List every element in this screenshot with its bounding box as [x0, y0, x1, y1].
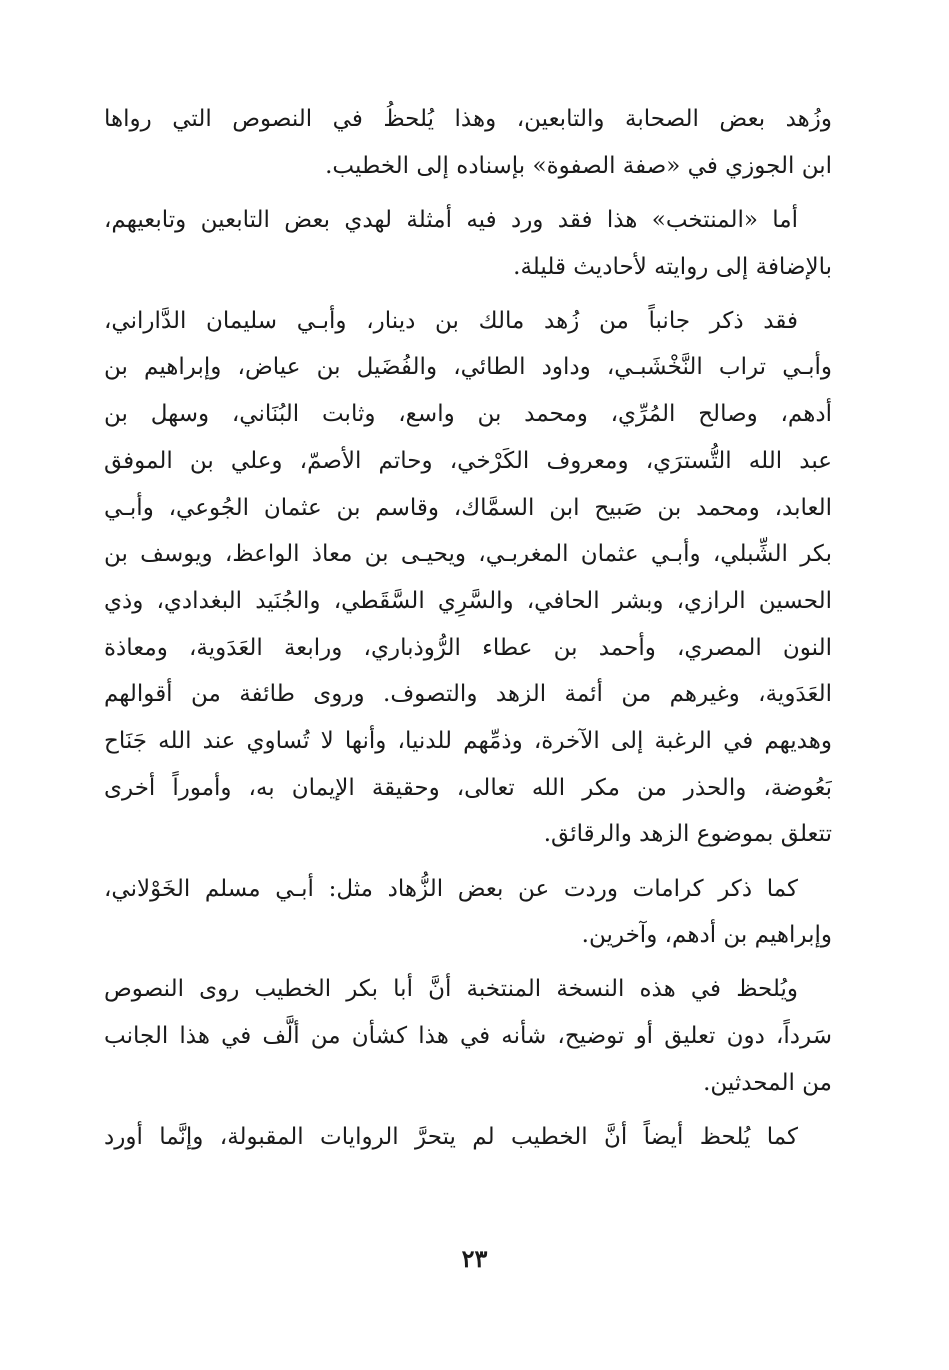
text-line: كما ذكر كرامات وردت عن بعض الزُّهاد مثل: أبـي مسلم الخَوْلاني، [104, 875, 798, 902]
text-line: سَرداً، دون تعليق أو توضيح، شأنه في هذا كشأن من ألَّف في هذا الجانب [104, 1023, 832, 1050]
text-line: العَدَوية، وغيرهم من أئمة الزهد والتصوف. وروى طائفة من أقوالهم [104, 681, 832, 708]
text-line: وهديهم في الرغبة إلى الآخرة، وذمِّهم للدنيا، وأنها لا تُساوي عند الله جَنَاح [104, 727, 832, 754]
text-line: فقد ذكر جانباً من زُهد مالك بن دينار، وأبـي سليمان الدَّاراني، [104, 307, 798, 334]
text-line: بَعُوضة، والحذر من مكر الله تعالى، وحقيقة الإيمان به، وأموراً أخرى [104, 774, 832, 801]
text-line: النون المصري، وأحمد بن عطاء الرُّوذباري، ورابعة العَدَوية، ومعاذة [104, 634, 832, 661]
paragraph [104, 96, 832, 189]
text-line: أدهم، وصالح المُرِّي، ومحمد بن واسع، وثابت البُنَاني، وسهل بن [104, 401, 832, 428]
text-line: بكر الشِّبلي، وأبـي عثمان المغربـي، ويحيـى بن معاذ الواعظ، ويوسف بن [104, 541, 832, 568]
text-line: أما «المنتخب» هذا فقد ورد فيه أمثلة لهدي بعض التابعين وتابعيهم، [104, 206, 798, 233]
text-line: كما يُلحظ أيضاً أنَّ الخطيب لم يتحرَّ الروايات المقبولة، وإنَّما أورد [104, 1123, 798, 1150]
text-line: ويُلحظ في هذه النسخة المنتخبة أنَّ أبا بكر الخطيب روى النصوص [104, 976, 798, 1003]
text-line: وأبـي تراب النَّخْشَبـي، وداود الطائي، والفُضَيل بن عياض، وإبراهيم بن [104, 354, 832, 381]
page-number: ٢٣ [461, 1244, 488, 1273]
paragraph [104, 298, 832, 858]
text-line: عبد الله التُّسترَي، ومعروف الكَرْخي، وحاتم الأصمّ، وعلي بن الموفق [104, 447, 832, 474]
paragraph [104, 966, 832, 1106]
paragraph [104, 1114, 832, 1161]
text-line: الحسين الرازي، وبشر الحافي، والسَّرِي السَّقَطي، والجُنَيد البغدادي، وذي [104, 587, 832, 614]
text-line: العابد، ومحمد بن صَبيح ابن السمَّاك، وقاسم بن عثمان الجُوعي، وأبـي [104, 494, 832, 521]
paragraph [104, 866, 832, 959]
text-line: ابن الجوزي في «صفة الصفوة» بإسناده إلى الخطيب. [325, 152, 832, 179]
text-line: بالإضافة إلى روايته لأحاديث قليلة. [513, 253, 832, 280]
text-line: وزُهد بعض الصحابة والتابعين، وهذا يُلحظُ في النصوص التي رواها [104, 106, 832, 132]
paragraph [104, 197, 832, 290]
body-text [104, 96, 832, 1168]
text-line: تتعلق بموضوع الزهد والرقائق. [543, 821, 832, 848]
text-line: وإبراهيم بن أدهم، وآخرين. [581, 922, 832, 949]
text-line: من المحدثين. [703, 1069, 832, 1096]
